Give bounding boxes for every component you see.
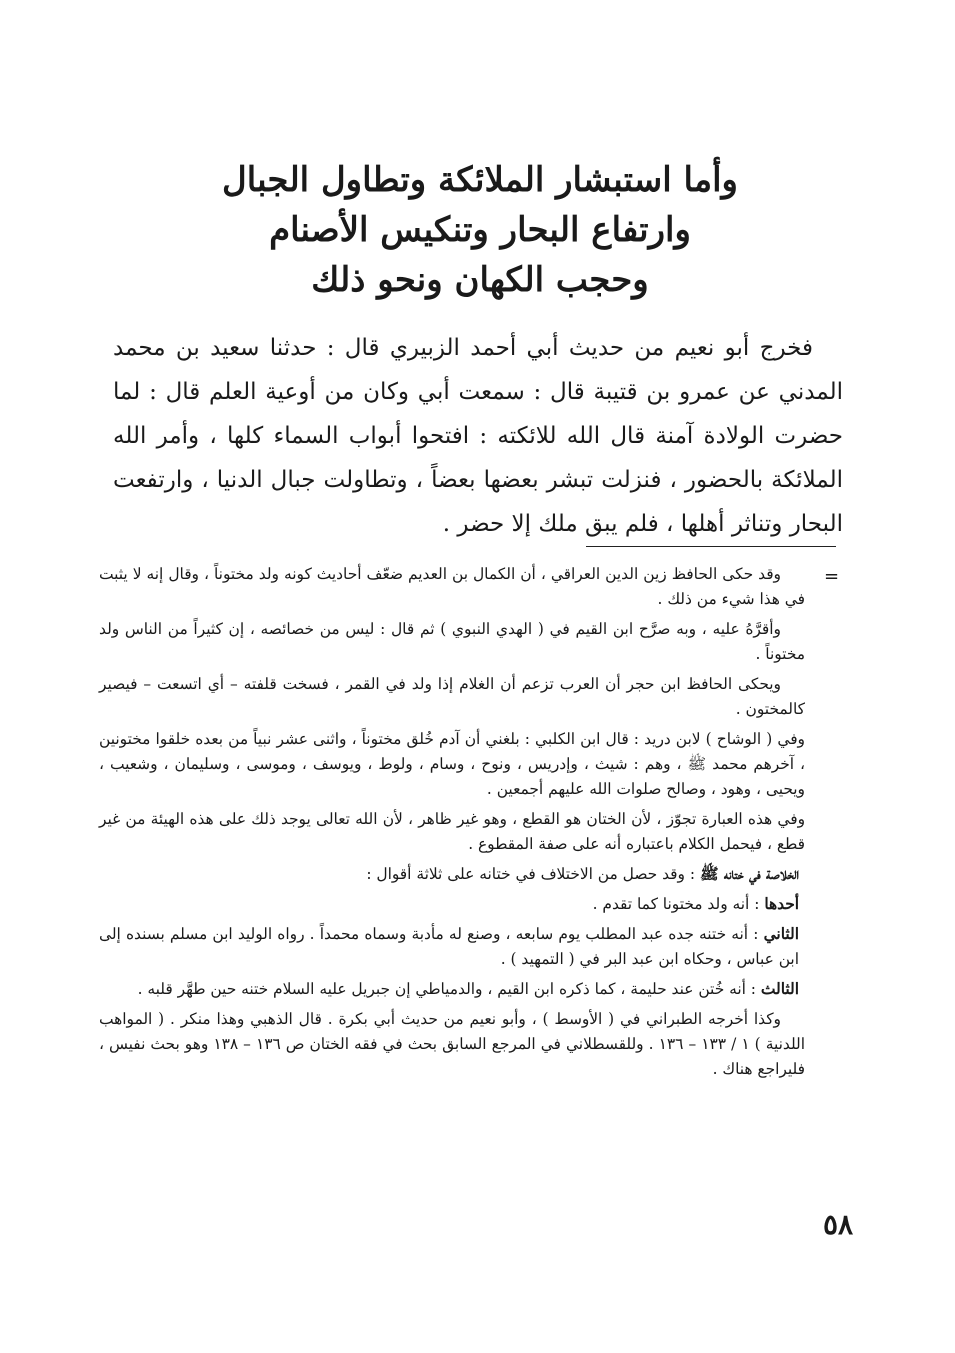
title-line-2: وارتفاع البحار وتنكيس الأصنام <box>269 210 691 250</box>
second-text: : أنه ختنه جده عبد المطلب يوم سابعه ، وصنع له مأدبة وسماه محمداً . رواه الوليد ابن مسلم بسنده إلى ابن عباس ، وحكاه ابن عبد البر في ( التمهيد ) . <box>99 925 799 968</box>
footnote-paragraph: ويحكى الحافظ ابن حجر أن العرب تزعم أن الغلام إذا ولد في القمر ، فسخت قلفته – أي اتسعت – فيصير كالمختون . <box>99 675 805 718</box>
title-line-1: وأما استبشار الملائكة وتطاول الجبال <box>222 160 738 200</box>
footnote-separator <box>586 546 836 547</box>
summary-label: الخلاصة في ختانه ﷺ <box>699 865 799 883</box>
footnote-paragraph: وكذا أخرجه الطبراني في ( الأوسط ) ، وأبو نعيم من حديث أبي بكرة . قال الذهبي وهذا منكر . ( المواهب اللدنية ) ١ / ١٣٣ – ١٣٦ . وللقسطلاني في المرجع السابق بحث في فقه الختان ص ١٣٦ – ١٣٨ وهو بحث نفيس ، فليراجع هناك . <box>99 1010 806 1078</box>
third-text: : أنه خُتن عند حليمة ، كما ذكره ابن القيم ، والدمياطي إن جبريل عليه السلام ختنه حين طهَّر قلبه . <box>137 980 756 998</box>
footnote-paragraph: وفي هذه العبارة تجوّز ، لأن الختان هو القطع ، وهو غير ظاهر ، لأن الله تعالى يوجد ذلك على هذه الهيئة من غير قطع ، فيحمل الكلام باعتباره أنه على صفة المقطوع . <box>99 810 805 853</box>
second-opinion <box>99 922 799 972</box>
footnote-paragraph: وفي ( الوشاح ) لابن دريد : قال ابن الكلبي : بلغني أن آدم خُلق مختوناً ، واثنى عشر نبياً من بعده خلقوا مختونين ، آخرهم محمد ﷺ ، وهم : شيث ، وإدريس ، ونوح ، وسام ، ولوط ، ويوسف ، وموسى ، وسليمان ، وشعيب ، ويحيى ، وهود ، وصالح صلوات الله عليهم أجمعين . <box>99 730 805 798</box>
title-line-3: وحجب الكهان ونحو ذلك <box>311 260 649 300</box>
first-text: : أنه ولد مختونا كما تقدم . <box>592 895 760 913</box>
footnotes <box>99 562 805 1087</box>
footnote-paragraph: وقد حكى الحافظ زين الدين العراقي ، أن الكمال بن العديم ضعّف أحاديث كونه ولد مختوناً ، وقال إنه لا يثبت في هذا شيء من ذلك . <box>99 565 805 608</box>
chapter-title <box>200 155 760 305</box>
first-label: أحدها <box>764 895 799 913</box>
main-paragraph: فخرج أبو نعيم من حديث أبي أحمد الزبيري قال : حدثنا سعيد بن محمد المدني عن عمرو بن قتيبة قال : سمعت أبي وكان من أوعية العلم قال : لما حضرت الولادة آمنة قال الله للائكته : افتحوا أبواب السماء كلها ، وأمر الله الملائكة بالحضور ، فنزلت تبشر بعضها بعضاً ، وتطاولت جبال الدنيا ، وارتفعت البحار وتناثر أهلها ، فلم يبق ملك إلا حضر . <box>113 335 843 537</box>
summary-paragraph <box>99 862 799 887</box>
third-opinion <box>99 977 799 1002</box>
first-opinion <box>99 892 799 917</box>
page-number: ٥٨ <box>822 1208 854 1241</box>
footnote-paragraph: وأقرَّهُ عليه ، وبه صرَّح ابن القيم في ( الهدي النبوي ) ثم قال : ليس من خصائصه ، إن كثيراً من الناس ولد مختوناً . <box>99 620 805 663</box>
second-label: الثاني <box>763 925 799 943</box>
third-label: الثالث <box>760 980 799 998</box>
main-text <box>113 326 843 546</box>
footnote-continuation-mark: = <box>824 566 840 587</box>
summary-text: : وقد حصل من الاختلاف في ختانه على ثلاثة أقوال : <box>366 865 696 883</box>
